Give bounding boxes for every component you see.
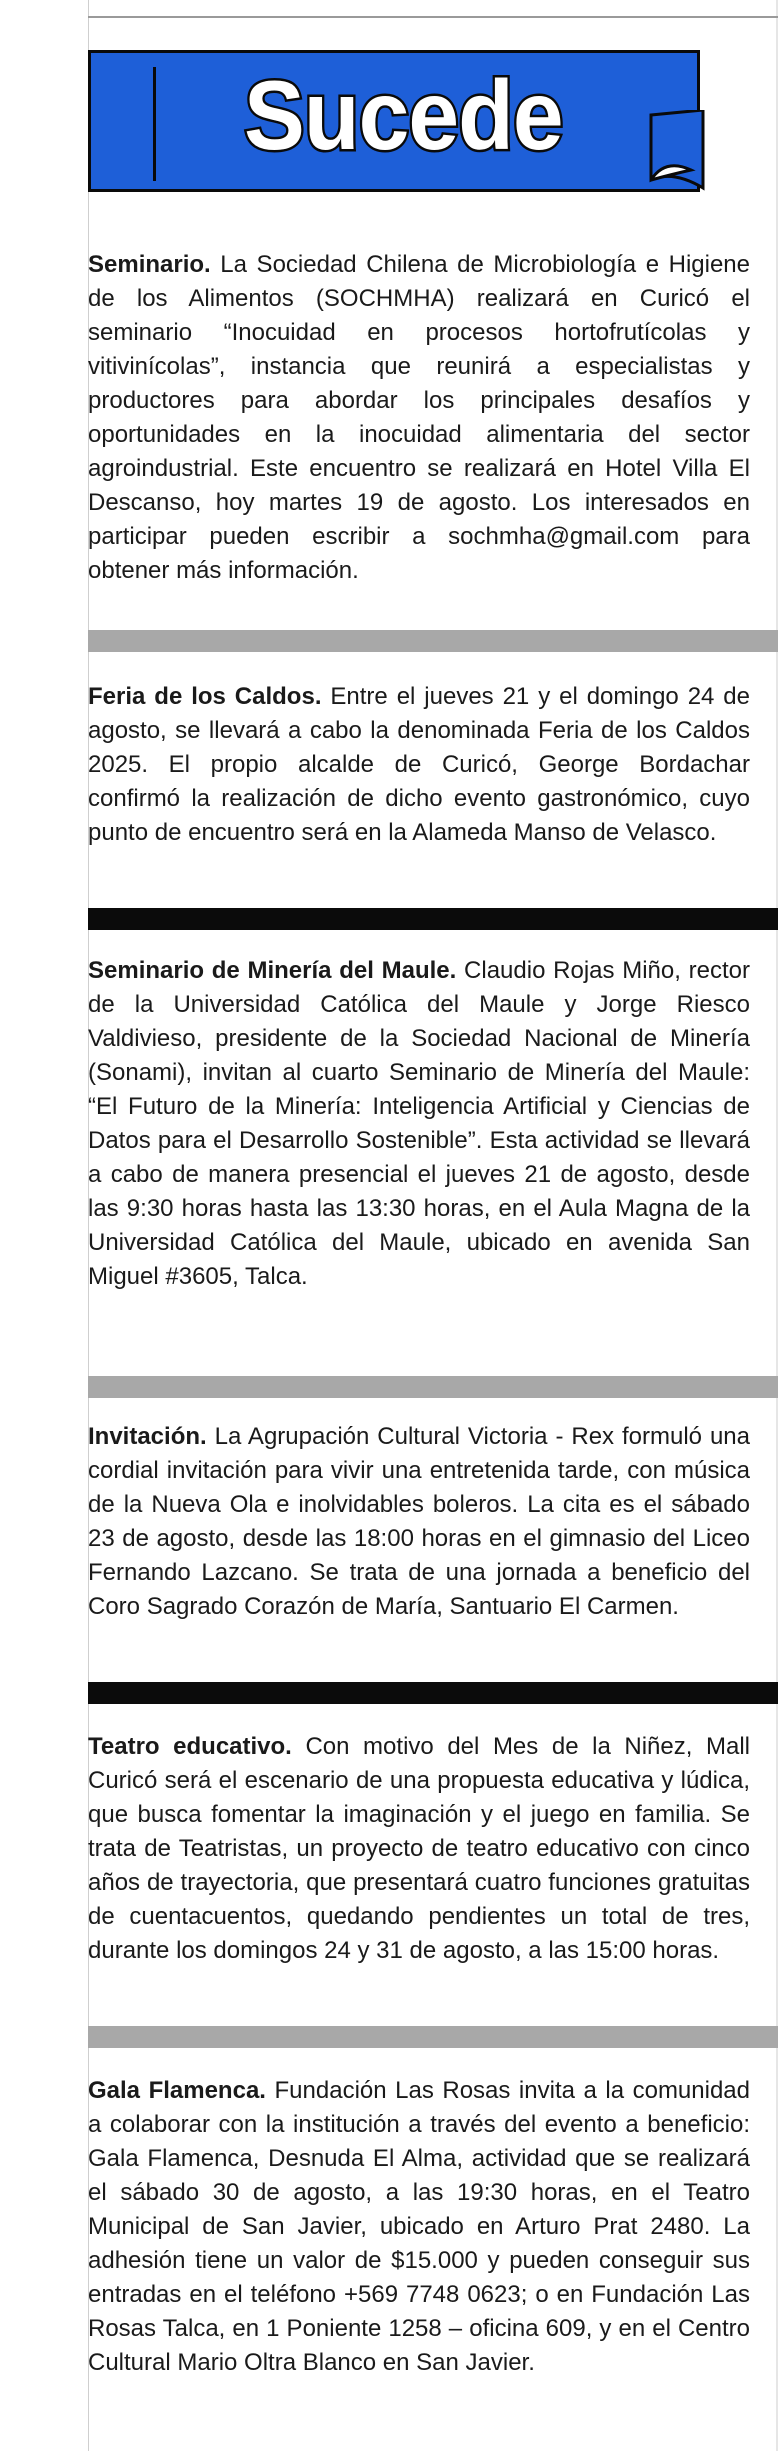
news-item-teatro-educativo [88,1730,750,1968]
section-banner [88,50,713,195]
item-heading: Invitación. [88,1423,207,1450]
item-body: Con motivo del Mes de la Niñez, Mall Curicó será el escenario de una propuesta educativa y lúdica, que busca fomentar la imaginación y el juego en familia. Se trata de Teatristas, un proyecto de teatro educativo con cinco años de trayectoria, que presentará cuatro funciones gratuitas de cuentacuentos, quedando pendientes un total de tres, durante los domingos 24 y 31 de agosto, a las 15:00 horas. [88,1733,751,1964]
item-heading: Seminario. [88,251,211,278]
news-item-seminario [88,248,750,588]
item-heading: Gala Flamenca. [88,2077,266,2104]
news-item-seminario-mineria [88,954,750,1294]
separator-bar [88,1376,778,1398]
item-heading: Teatro educativo. [88,1733,292,1760]
item-heading: Seminario de Minería del Maule. [88,957,457,984]
separator-bar [88,1682,778,1704]
page-curl-icon [643,110,713,195]
item-body: Fundación Las Rosas invita a la comunidad a colaborar con la institución a través del evento a beneficio: Gala Flamenca, Desnuda El Alma, actividad que se realizará el sábado 30 de agosto, a las 19:30 horas, en el Teatro Municipal de San Javier, ubicado en Arturo Prat 2480. La adhesión tiene un valor de $15.000 y pueden conseguir sus entradas en el teléfono +569 7748 0623; o en Fundación Las Rosas Talca, en 1 Poniente 1258 – oficina 609, y en el Centro Cultural Mario Oltra Blanco en San Javier. [88,2077,751,2376]
separator-bar [88,908,778,930]
item-body: La Agrupación Cultural Victoria - Rex formuló una cordial invitación para vivir una entretenida tarde, con música de la Nueva Ola e inolvidables boleros. La cita es el sábado 23 de agosto, desde las 18:00 horas en el gimnasio del Liceo Fernando Lazcano. Se trata de una jornada a beneficio del Coro Sagrado Corazón de María, Santuario El Carmen. [88,1423,750,1620]
news-item-gala-flamenca [88,2074,750,2380]
item-body: La Sociedad Chilena de Microbiología e Higiene de los Alimentos (SOCHMHA) realizará en Curicó el seminario “Inocuidad en procesos hortofrutícolas y vitivinícolas”, instancia que reunirá a especialistas y productores para abordar los principales desafíos y oportunidades en la inocuidad alimentaria del sector agroindustrial. Este encuentro se realizará en Hotel Villa El Descanso, hoy martes 19 de agosto. Los interesados en participar pueden escribir a sochmha@gmail.com para obtener más información. [88,251,750,584]
separator-bar [88,2026,778,2048]
item-heading: Feria de los Caldos. [88,683,322,710]
news-item-feria-caldos [88,680,750,850]
news-item-invitacion [88,1420,750,1624]
section-title: Sucede [243,60,563,170]
separator-bar [88,630,778,652]
item-body: Entre el jueves 21 y el domingo 24 de agosto, se llevará a cabo la denominada Feria de los Caldos 2025. El propio alcalde de Curicó, George Bordachar confirmó la realización de dicho evento gastronómico, cuyo punto de encuentro será en la Alameda Manso de Velasco. [88,683,750,846]
item-body: Claudio Rojas Miño, rector de la Universidad Católica del Maule y Jorge Riesco Valdivieso, presidente de la Sociedad Nacional de Minería (Sonami), invitan al cuarto Seminario de Minería del Maule: “El Futuro de la Minería: Inteligencia Artificial y Ciencias de Datos para el Desarrollo Sostenible”. Esta actividad se llevará a cabo de manera presencial el jueves 21 de agosto, desde las 9:30 horas hasta las 13:30 horas, en el Aula Magna de la Universidad Católica del Maule, ubicado en avenida San Miguel #3605, Talca. [88,957,750,1290]
top-rule [88,16,778,18]
